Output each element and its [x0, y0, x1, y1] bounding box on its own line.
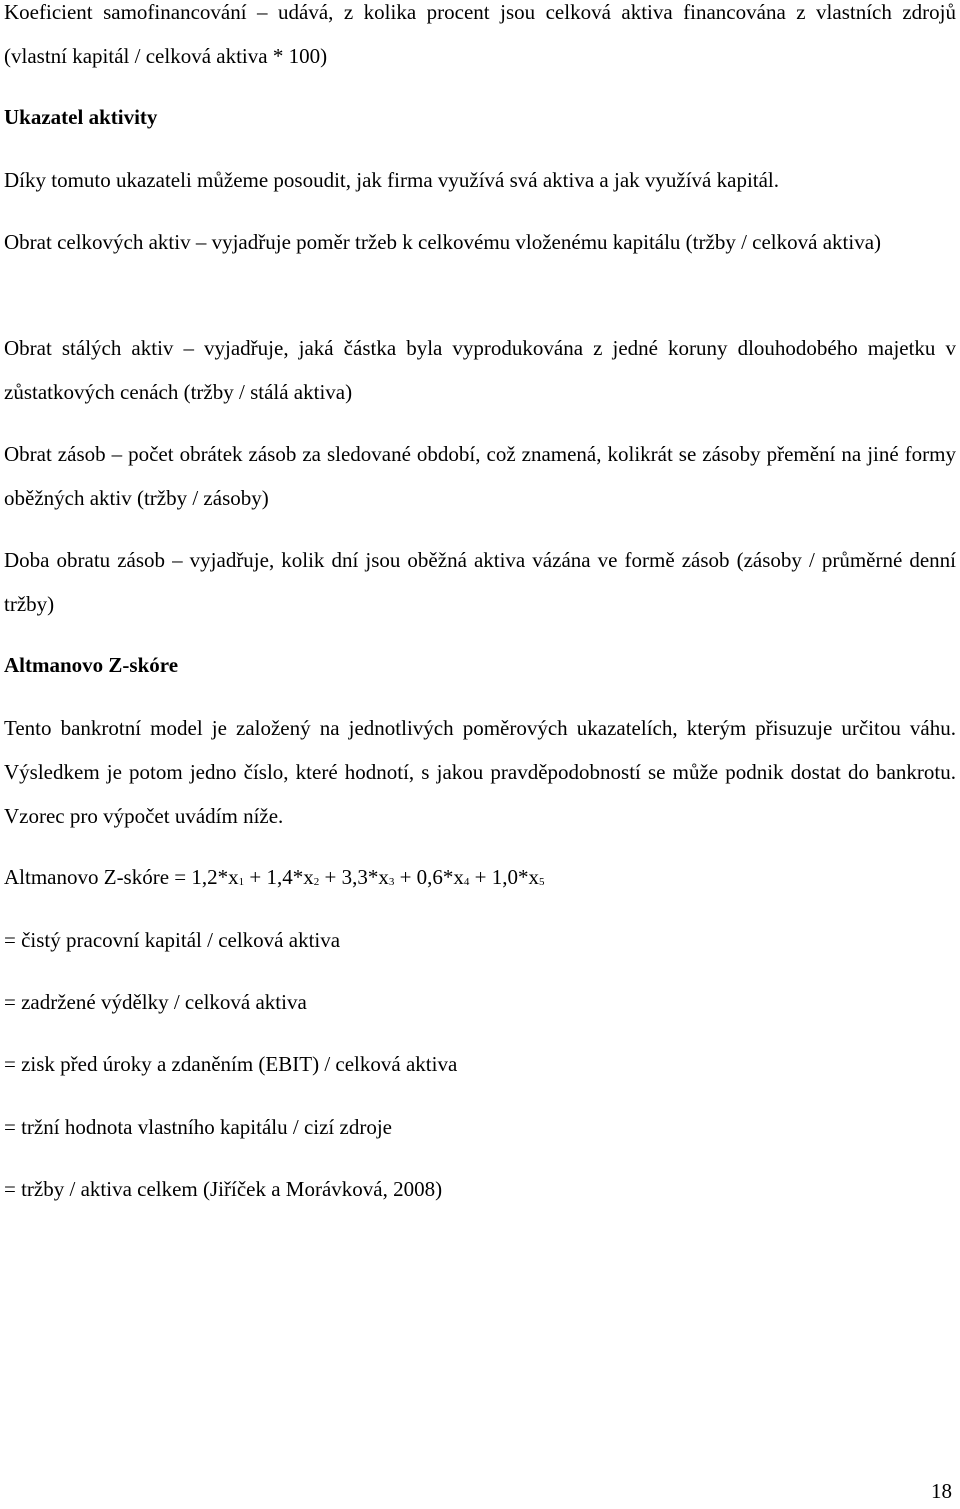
- paragraph-bankruptcy-model: Tento bankrotní model je založený na jednotlivých poměrových ukazatelích, kterým přisuzuje určitou váhu. Výsledkem je potom jedno číslo, které hodnotí, s jakou pravděpodobností se může podnik dostat do bankrotu. Vzorec pro výpočet uvádím níže.: [4, 716, 956, 828]
- definition-x5: = tržby / aktiva celkem (Jiříček a Morávková, 2008): [4, 1177, 443, 1201]
- formula-sub-3: 3: [388, 876, 395, 888]
- definition-x2: = zadržené výdělky / celková aktiva: [4, 990, 307, 1014]
- paragraph-self-financing: Koeficient samofinancování – udává, z kolika procent jsou celková aktiva financována z vlastních zdrojů (vlastní kapitál / celková aktiva * 100): [4, 0, 956, 68]
- definition-x4: = tržní hodnota vlastního kapitálu / cizí zdroje: [4, 1115, 392, 1139]
- formula-sub-2: 2: [313, 876, 320, 888]
- heading-activity-indicator: Ukazatel aktivity: [4, 105, 158, 129]
- formula-sub-1: 1: [238, 876, 245, 888]
- paragraph-total-asset-turnover: Obrat celkových aktiv – vyjadřuje poměr tržeb k celkovému vloženému kapitálu (tržby / celková aktiva): [4, 230, 882, 254]
- altman-formula: [4, 855, 956, 903]
- definition-x3: = zisk před úroky a zdaněním (EBIT) / celková aktiva: [4, 1052, 458, 1076]
- formula-sub-5: 5: [539, 876, 545, 888]
- paragraph-activity-intro: Díky tomuto ukazateli můžeme posoudit, jak firma využívá svá aktiva a jak využívá kapitál.: [4, 168, 780, 192]
- formula-part-3: + 3,3*x: [319, 865, 389, 889]
- formula-part-1: Altmanovo Z-skóre = 1,2*x: [4, 865, 239, 889]
- definition-x1: = čistý pracovní kapitál / celková aktiva: [4, 928, 341, 952]
- paragraph-inventory-turnover: Obrat zásob – počet obrátek zásob za sledované období, což znamená, kolikrát se zásoby přemění na jiné formy oběžných aktiv (tržby / zásoby): [4, 442, 956, 510]
- paragraph-fixed-asset-turnover: Obrat stálých aktiv – vyjadřuje, jaká částka byla vyprodukována z jedné koruny dlouhodobého majetku v zůstatkových cenách (tržby / stálá aktiva): [4, 336, 956, 404]
- page-number: 18: [931, 1479, 952, 1503]
- paragraph-inventory-period: Doba obratu zásob – vyjadřuje, kolik dní jsou oběžná aktiva vázána ve formě zásob (zásoby / průměrné denní tržby): [4, 548, 956, 616]
- formula-sub-4: 4: [463, 876, 470, 888]
- formula-part-4: + 0,6*x: [394, 865, 464, 889]
- document-page: [4, 0, 956, 1509]
- heading-altman-z-score: Altmanovo Z-skóre: [4, 653, 179, 677]
- formula-part-2: + 1,4*x: [244, 865, 314, 889]
- formula-part-5: + 1,0*x: [469, 865, 540, 889]
